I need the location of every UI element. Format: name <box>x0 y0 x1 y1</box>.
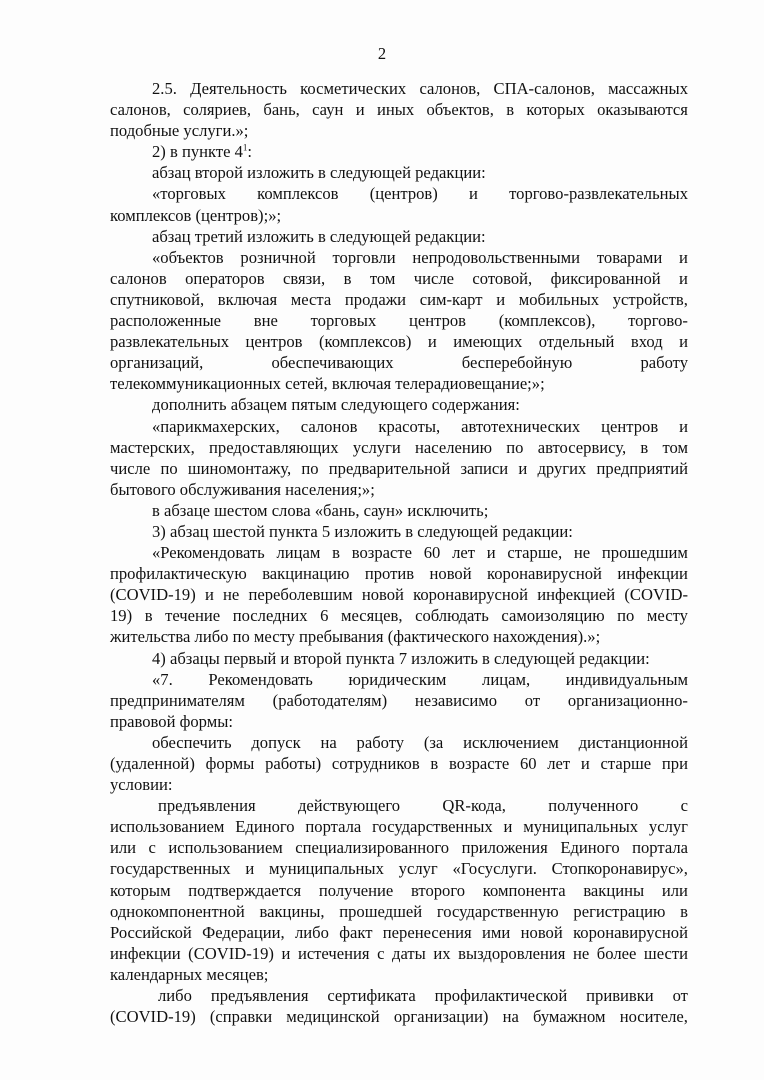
text-line <box>110 943 688 964</box>
word: развлекательных <box>110 332 230 352</box>
word: «торговых <box>152 184 226 204</box>
word: не <box>573 543 591 563</box>
word: вакцины <box>583 880 645 900</box>
word: Деятельность <box>190 79 287 98</box>
word: отдельный <box>538 332 615 352</box>
text-line <box>110 753 688 774</box>
word: автотехнических <box>461 416 581 436</box>
word: выздоровления <box>458 943 566 963</box>
word: вне <box>253 311 278 331</box>
text-line <box>110 690 688 711</box>
word: числе <box>110 458 151 478</box>
text-line <box>110 922 688 943</box>
line-text: 3) абзац шестой пункта 5 изложить в следующей редакции: <box>152 521 573 541</box>
word: (работодателям) <box>272 690 388 710</box>
word: услуги <box>352 437 401 457</box>
text-line <box>110 584 688 605</box>
text-line <box>110 458 688 479</box>
word: организации) <box>393 1007 489 1027</box>
word: салонов, <box>419 79 481 98</box>
text-line <box>110 521 688 542</box>
word: действующего <box>297 796 401 816</box>
word: лицам <box>276 543 321 563</box>
word: расположенные <box>110 311 222 331</box>
word: формы <box>205 754 255 773</box>
word: том <box>369 268 396 288</box>
word: и <box>679 416 688 436</box>
word: торговли <box>332 247 396 267</box>
word: бесперебойную <box>461 353 573 373</box>
word: месяцев, <box>341 606 403 626</box>
word: в <box>506 100 515 120</box>
text-line <box>110 437 688 458</box>
word: на <box>320 732 337 752</box>
text-line <box>110 310 688 331</box>
line-text: правовой формы: <box>110 711 233 731</box>
word: и <box>518 458 528 478</box>
word: портала <box>632 838 688 858</box>
word: исключением <box>463 732 559 752</box>
word: в <box>640 437 649 457</box>
text-line <box>110 205 688 226</box>
text-line <box>110 373 688 394</box>
word: против <box>364 564 415 584</box>
text-line <box>110 268 688 289</box>
word: Единого <box>235 817 295 837</box>
word: предоставляющих <box>209 437 339 457</box>
word: обеспечить <box>152 732 232 752</box>
word: центров <box>409 311 467 331</box>
word: второго <box>411 880 466 900</box>
word: имеющих <box>453 332 523 352</box>
word: в <box>680 901 688 921</box>
word: саун <box>312 100 344 120</box>
line-text: телекоммуникационных сетей, включая телерадиовещание;»; <box>110 374 545 394</box>
text-line <box>110 226 688 247</box>
word: и <box>355 100 365 120</box>
text-line <box>110 479 688 500</box>
word: предъявления <box>210 986 309 1006</box>
text-line <box>110 99 688 120</box>
word: от <box>672 986 688 1006</box>
text-line <box>110 964 688 985</box>
word: при <box>661 754 688 773</box>
line-text: условии: <box>110 775 173 795</box>
word: числе <box>413 268 454 288</box>
line-text: жительства либо по месту пребывания (фактического нахождения).»; <box>110 627 601 647</box>
line-text: дополнить абзацем пятым следующего содержания: <box>152 395 520 415</box>
word: либо <box>294 922 329 942</box>
word: и <box>580 754 590 773</box>
line-text: в абзаце шестом слова «бань, саун» исключить; <box>152 500 489 520</box>
word: (справки <box>209 1007 273 1027</box>
word: подтверждается <box>188 880 302 900</box>
word: розничной <box>240 247 316 267</box>
word: организационно- <box>567 690 688 710</box>
word: сотовой, <box>472 268 533 288</box>
word: профилактическую <box>110 564 247 584</box>
word: «7. <box>152 669 173 689</box>
word: 60 <box>423 543 441 563</box>
text-line <box>110 711 688 732</box>
word: включая <box>217 289 278 309</box>
word: фиксированной <box>550 268 661 288</box>
word: и <box>469 184 478 204</box>
word: или <box>661 880 688 900</box>
word: медицинской <box>286 1007 380 1027</box>
word: 2.5. <box>152 79 177 98</box>
text-line <box>110 141 688 162</box>
word: коронавирусной <box>487 564 602 584</box>
word: портала <box>305 817 362 837</box>
word: шиномонтажу, <box>187 458 292 478</box>
word: юридическим <box>348 669 447 689</box>
word: Единого <box>560 838 620 858</box>
word: 19) <box>110 606 133 626</box>
line-text: бытового обслуживания населения;»; <box>110 479 375 499</box>
word: красоты, <box>378 416 441 436</box>
word: услуг <box>398 859 438 879</box>
text-line <box>110 352 688 373</box>
text-line <box>110 563 688 584</box>
text-line <box>110 247 688 268</box>
text-line <box>110 837 688 858</box>
word: регистрацию <box>573 901 666 921</box>
word: государственных <box>372 817 493 837</box>
word: (центров) <box>369 184 438 204</box>
word: с <box>377 943 385 963</box>
word: Федерации, <box>202 922 285 942</box>
word: муниципальных <box>523 817 639 837</box>
word: от <box>524 690 541 710</box>
word: и <box>281 943 291 963</box>
text-line <box>110 289 688 310</box>
word: в <box>332 543 340 563</box>
word: (за <box>423 732 444 752</box>
line-text-tail: : <box>247 142 253 162</box>
word: работу <box>356 732 405 752</box>
word: компонента <box>482 880 566 900</box>
word: и <box>679 268 688 288</box>
word: сотрудников <box>331 754 420 773</box>
word: и <box>503 817 513 837</box>
word: массажных <box>608 79 688 98</box>
word: связи, <box>283 268 326 288</box>
word: носителе, <box>619 1007 688 1027</box>
word: косметических <box>300 79 407 98</box>
word: соляриев, <box>183 100 252 120</box>
word: с <box>680 796 688 816</box>
word: Стопкоронавирус», <box>551 859 688 879</box>
text-line <box>110 880 688 901</box>
word: инфекции <box>110 943 181 963</box>
word: и <box>679 332 688 352</box>
word: профилактической <box>434 986 568 1006</box>
line-text: подобные услуги.»; <box>110 121 249 141</box>
word: услуг <box>648 817 688 837</box>
word: прошедшим <box>601 543 688 563</box>
text-line <box>110 669 688 690</box>
word: соблюдать <box>415 606 489 626</box>
word: предприятий <box>596 458 688 478</box>
word: оказываются <box>597 100 688 120</box>
line-text: календарных месяцев; <box>110 964 269 984</box>
word: не <box>223 585 240 605</box>
word: коронавирусной <box>573 922 688 942</box>
word: в <box>144 606 153 626</box>
word: иных <box>376 100 415 120</box>
word: государственных <box>110 859 231 879</box>
word: обеспечивающих <box>271 353 394 373</box>
text-line <box>110 858 688 879</box>
word: приложения <box>461 838 548 858</box>
word: лет <box>452 543 475 563</box>
word: том <box>662 437 688 457</box>
word: работу <box>640 353 688 373</box>
word: прошедшей <box>339 901 423 921</box>
word: торгово- <box>628 311 688 331</box>
word: автосервису, <box>537 437 627 457</box>
word: «парикмахерских, <box>152 416 280 436</box>
text-line <box>110 542 688 563</box>
word: непродовольственными <box>412 247 581 267</box>
word: государственную <box>436 901 559 921</box>
text-line <box>110 816 688 837</box>
word: предпринимателям <box>110 690 245 710</box>
word: даты <box>392 943 426 963</box>
word: салонов <box>110 268 167 288</box>
word: допуск <box>251 732 301 752</box>
word: торговых <box>310 311 377 331</box>
word: не <box>572 943 590 963</box>
word: вакцины, <box>259 901 325 921</box>
word: (комплексов), <box>498 311 596 331</box>
word: либо <box>158 986 192 1006</box>
word: спутниковой, <box>110 289 205 309</box>
word: предварительной <box>328 458 451 478</box>
text-line <box>110 648 688 669</box>
word: однокомпонентной <box>110 901 245 921</box>
word: «Госуслуги. <box>452 859 537 879</box>
line-text: 4) абзацы первый и второй пункта 7 изложить в следующей редакции: <box>152 648 650 668</box>
line-text: абзац второй изложить в следующей редакции: <box>152 163 486 183</box>
document-body <box>110 78 688 1027</box>
word: лет <box>547 754 571 773</box>
word: индивидуальным <box>565 669 688 689</box>
word: продажи <box>344 289 407 309</box>
word: старше, <box>507 543 563 563</box>
word: «Рекомендовать <box>152 543 265 563</box>
text-line <box>110 78 688 99</box>
word: сим-карт <box>419 289 483 309</box>
text-line <box>110 774 688 795</box>
word: (COVID-19) <box>110 1007 196 1027</box>
word: по <box>617 606 635 626</box>
word: независимо <box>414 690 498 710</box>
word: центров <box>601 416 659 436</box>
word: использованием <box>168 838 283 858</box>
word: в <box>343 268 352 288</box>
word: Российской <box>110 922 192 942</box>
word: населению <box>415 437 493 457</box>
word: месту <box>646 606 688 626</box>
word: и <box>245 859 255 879</box>
word: салонов, <box>110 100 171 120</box>
text-line <box>110 162 688 183</box>
word: места <box>290 289 332 309</box>
word: новой <box>361 585 404 605</box>
word: центров <box>245 332 303 352</box>
text-line <box>110 795 688 816</box>
word: комплексов <box>257 184 339 204</box>
text-line <box>110 985 688 1006</box>
word: торгово-развлекательных <box>509 184 688 204</box>
line-text: 2) в пункте 4 <box>152 142 243 162</box>
word: предъявления <box>158 796 256 816</box>
word: (COVID- <box>624 585 688 605</box>
word: в <box>430 754 439 773</box>
word: вакцинацию <box>262 564 350 584</box>
word: организаций, <box>110 353 204 373</box>
word: с <box>148 838 156 858</box>
text-line <box>110 500 688 521</box>
word: бань, <box>263 100 300 120</box>
word: мобильных <box>518 289 600 309</box>
word: дистанционной <box>578 732 688 752</box>
word: QR-кода, <box>442 796 506 816</box>
word: операторов <box>185 268 265 288</box>
word: инфекции <box>617 564 688 584</box>
word: 60 <box>519 754 537 773</box>
word: получение <box>318 880 394 900</box>
word: или <box>110 838 137 858</box>
word: новой <box>520 922 563 942</box>
text-line <box>110 331 688 352</box>
word: более <box>596 943 637 963</box>
word: коронавирусной <box>413 585 528 605</box>
word: самоизоляцию <box>501 606 605 626</box>
word: записи <box>460 458 509 478</box>
word: (удаленной) <box>110 754 195 773</box>
word: «объектов <box>152 247 224 267</box>
word: последних <box>232 606 308 626</box>
word: устройств, <box>612 289 688 309</box>
word: прививки <box>586 986 654 1006</box>
word: других <box>537 458 587 478</box>
word: которым <box>110 880 171 900</box>
text-line <box>110 416 688 437</box>
word: переболевшим <box>248 585 353 605</box>
word: истечения <box>297 943 370 963</box>
line-text: абзац третий изложить в следующей редакции: <box>152 226 486 246</box>
word: СПА-салонов, <box>493 79 595 98</box>
text-line <box>110 626 688 647</box>
word: 6 <box>320 606 329 626</box>
text-line <box>110 183 688 204</box>
word: и <box>496 289 506 309</box>
word: по <box>506 437 524 457</box>
word: полученного <box>548 796 639 816</box>
word: инфекцией <box>537 585 616 605</box>
text-line <box>110 1006 688 1027</box>
word: по <box>160 458 178 478</box>
word: и <box>486 543 496 563</box>
word: Рекомендовать <box>208 669 313 689</box>
word: и <box>427 332 437 352</box>
word: возрасте <box>449 754 510 773</box>
word: и <box>204 585 214 605</box>
word: возрасте <box>351 543 412 563</box>
word: мастерских, <box>110 437 195 457</box>
page-number: 2 <box>377 44 387 63</box>
word: (комплексов) <box>318 332 412 352</box>
word: работы) <box>265 754 322 773</box>
text-line <box>110 120 688 141</box>
word: факт <box>339 922 373 942</box>
word: объектов, <box>426 100 494 120</box>
word: и <box>679 247 688 267</box>
word: салонов <box>300 416 358 436</box>
word: по <box>301 458 319 478</box>
line-text: комплексов (центров);»; <box>110 205 282 225</box>
word: бумажном <box>533 1007 606 1027</box>
word: (COVID-19) <box>188 943 274 963</box>
word: шести <box>643 943 688 963</box>
word: (COVID-19) <box>110 585 196 605</box>
word: которых <box>526 100 585 120</box>
word: лицам, <box>482 669 531 689</box>
word: товарами <box>596 247 663 267</box>
word: муниципальных <box>268 859 384 879</box>
word: специализированного <box>295 838 450 858</box>
word: новой <box>429 564 472 584</box>
word: их <box>433 943 451 963</box>
word: на <box>502 1007 519 1027</box>
word: вход <box>630 332 663 352</box>
word: сертификата <box>327 986 416 1006</box>
superscript: 1 <box>242 142 248 153</box>
word: использованием <box>110 817 225 837</box>
word: ими <box>482 922 511 942</box>
text-line <box>110 901 688 922</box>
text-line <box>110 732 688 753</box>
word: перенесения <box>382 922 472 942</box>
word: течение <box>165 606 221 626</box>
text-line <box>110 605 688 626</box>
text-line <box>110 394 688 415</box>
word: старше <box>600 754 652 773</box>
